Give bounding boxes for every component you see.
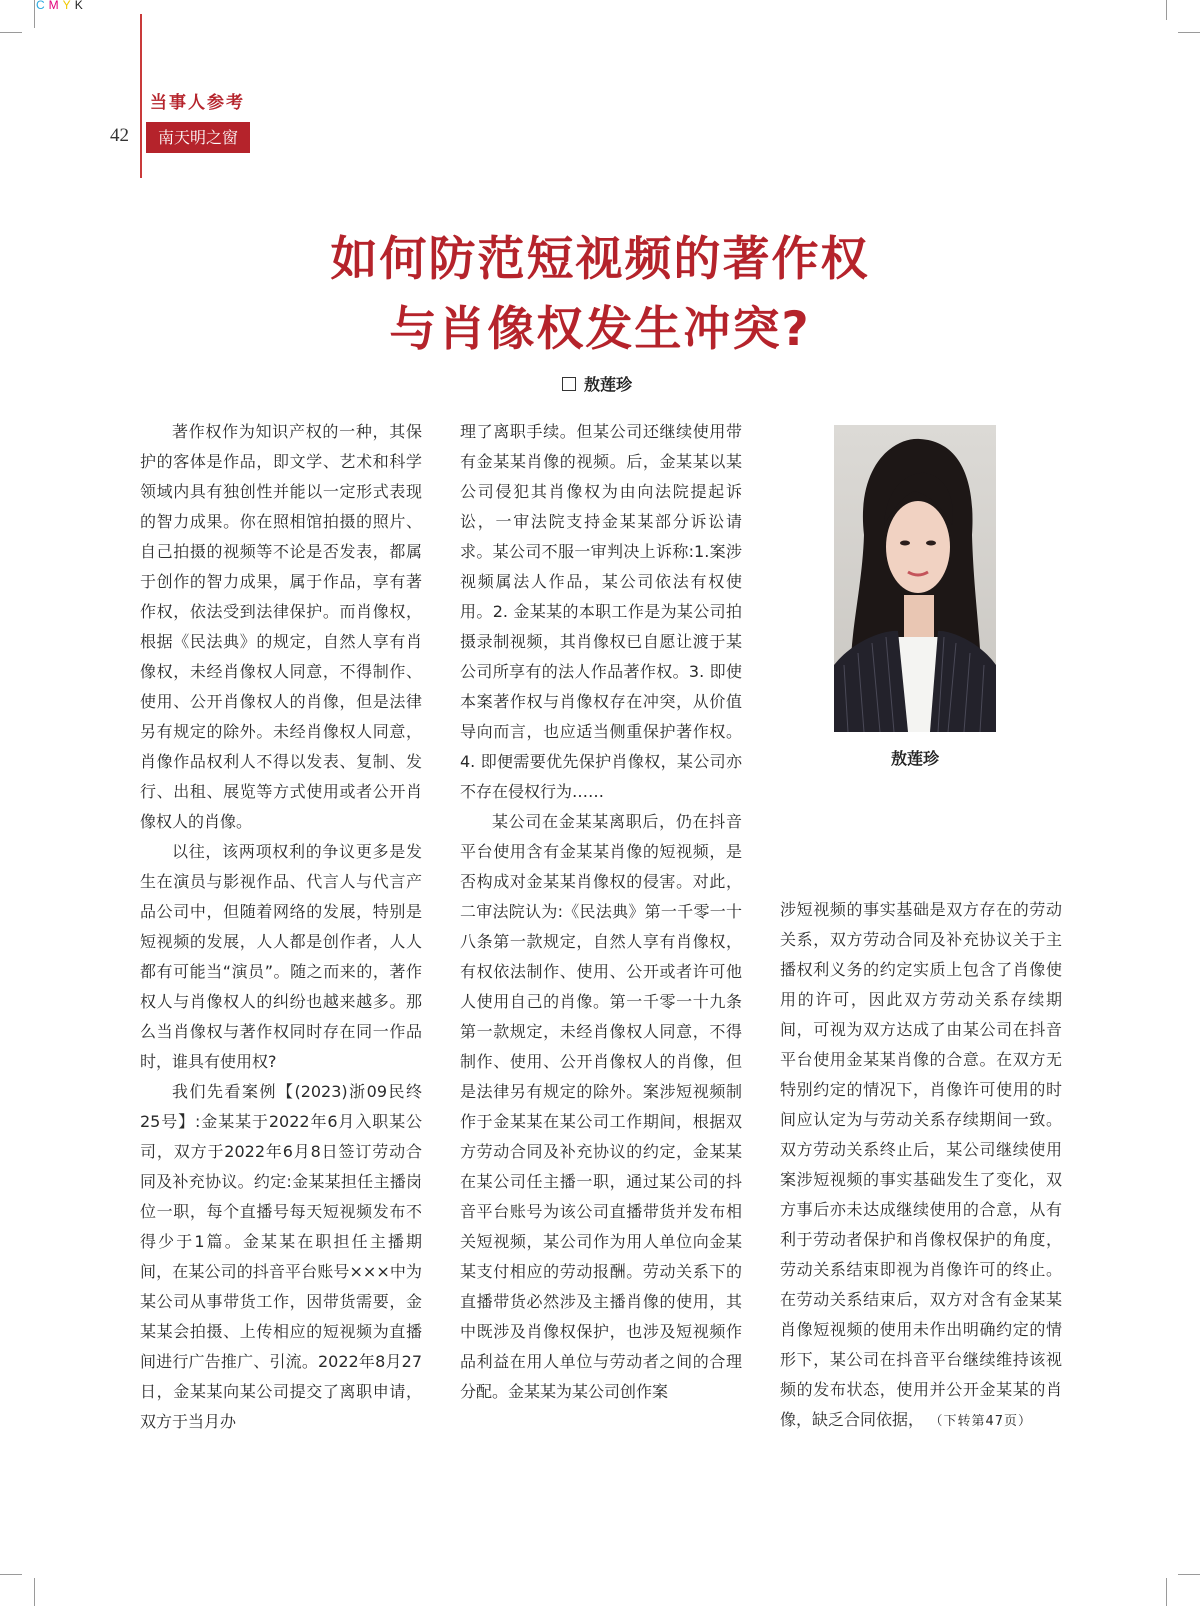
paragraph: 以往，该两项权利的争议更多是发生在演员与影视作品、代言人与代言产品公司中，但随着网络的发展，特别是短视频的发展，人人都是创作者，人人都有可能当“演员”。随之而来的，著作权人与肖像权人的纠纷也越来越多。那么当肖像权与著作权同时存在同一作品时，谁具有使用权? (140, 842, 422, 1071)
column-tag: 南天明之窗 (146, 122, 250, 153)
paragraph: 某公司在金某某离职后，仍在抖音平台使用含有金某某肖像的短视频，是否构成对金某某肖像权的侵害。对此，二审法院认为:《民法典》第一千零一十八条第一款规定，自然人享有肖像权，有权依法制作、使用、公开或者许可他人使用自己的肖像。第一千零一十九条第一款规定，未经肖像权人同意，不得制作、使用、公开肖像权人的肖像，但是法律另有规定的除外。案涉短视频制作于金某某在某公司工作期间，根据双方劳动合同及补充协议的约定，金某某在某公司任主播一职，通过某公司的抖音平台账号为该公司直播带货并发布相关短视频，某公司作为用人单位向金某某支付相应的劳动报酬。劳动关系下的直播带货必然涉及主播肖像的使用，其中既涉及肖像权保护，也涉及短视频作品利益在用人单位与劳动者之间的合理分配。金某某为某公司创作案 (460, 812, 742, 1401)
cmyk-color-marks (36, 0, 87, 12)
paragraph: 著作权作为知识产权的一种，其保护的客体是作品，即文学、艺术和科学领域内具有独创性并能以一定形式表现的智力成果。你在照相馆拍摄的照片、自己拍摄的视频等不论是否发表，都属于创作的智力成果，属于作品，享有著作权，依法受到法律保护。而肖像权，根据《民法典》的规定，自然人享有肖像权，未经肖像权人同意，不得制作、使用、公开肖像权人的肖像，但是法律另有规定的除外。未经肖像权人同意，肖像作品权利人不得以发表、复制、发行、出租、展览等方式使用或者公开肖像权人的肖像。 (140, 422, 422, 831)
crop-mark-bl-v (34, 1578, 35, 1606)
crop-mark-bl-h (0, 1574, 22, 1575)
crop-mark-br-h (1178, 1574, 1200, 1575)
crop-mark-tl-h (0, 32, 22, 33)
article-title-line-2: 与肖像权发生冲突? (389, 302, 811, 357)
byline-box-icon (562, 377, 576, 391)
paragraph (780, 895, 1062, 1437)
author-name: 敖莲珍 (584, 375, 633, 394)
author-photo (834, 425, 996, 732)
cmyk-m: M (48, 0, 63, 12)
article-column-1 (140, 417, 422, 1437)
byline (562, 372, 632, 395)
cmyk-y: Y (62, 0, 75, 12)
author-portrait-image (834, 425, 996, 732)
article-column-2 (460, 417, 742, 1407)
header-vertical-rule (140, 14, 142, 178)
crop-mark-tr-h (1178, 32, 1200, 33)
section-label: 当事人参考 (150, 93, 245, 113)
crop-mark-tr-v (1166, 0, 1167, 20)
paragraph-text: 涉短视频的事实基础是双方存在的劳动关系，双方劳动合同及补充协议关于主播权利义务的约定实质上包含了肖像使用的许可，因此双方劳动关系存续期间，可视为双方达成了由某公司在抖音平台使用金某某肖像的合意。在双方无特别约定的情况下，肖像许可使用的时间应认定为与劳动关系存续期间一致。双方劳动关系终止后，某公司继续使用案涉短视频的事实基础发生了变化，双方事后亦未达成继续使用的合意，从有利于劳动者保护和肖像权保护的角度，劳动关系结束即视为肖像许可的终止。在劳动关系结束后，双方对含有金某某肖像短视频的使用未作出明确约定的情形下，某公司在抖音平台继续维持该视频的发布状态，使用并公开金某某的肖像，缺乏合同依据， (780, 900, 1062, 1429)
crop-mark-br-v (1166, 1578, 1167, 1606)
article-title-line-1: 如何防范短视频的著作权 (330, 232, 870, 287)
paragraph: 理了离职手续。但某公司还继续使用带有金某某肖像的视频。后，金某某以某公司侵犯其肖像权为由向法院提起诉讼，一审法院支持金某某部分诉讼请求。某公司不服一审判决上诉称:1.案涉视频属法人作品，某公司依法有权使用。2. 金某某的本职工作是为某公司拍摄录制视频，其肖像权已自愿让渡于某公司所享有的法人作品著作权。3. 即使本案著作权与肖像权存在冲突，从价值导向而言，也应适当侧重保护著作权。4. 即便需要优先保护肖像权，某公司亦不存在侵权行为…… (460, 422, 742, 801)
page-number: 42 (110, 125, 129, 146)
crop-mark-tl-v (34, 0, 35, 28)
cmyk-k: K (74, 0, 87, 12)
continuation-note: （下转第47页） (936, 1414, 1033, 1429)
cmyk-c: C (36, 0, 49, 12)
article-column-3 (780, 895, 1062, 1437)
paragraph: 我们先看案例【(2023)浙09民终25号】:金某某于2022年6月入职某公司，双方于2022年6月8日签订劳动合同及补充协议。约定:金某某担任主播岗位一职，每个直播号每天短视频发布不得少于1篇。金某某在职担任主播期间，在某公司的抖音平台账号×××中为某公司从事带货工作，因带货需要，金某某会拍摄、上传相应的短视频为直播间进行广告推广、引流。2022年8月27日，金某某向某公司提交了离职申请，双方于当月办 (140, 1082, 422, 1431)
photo-caption: 敖莲珍 (890, 749, 939, 768)
